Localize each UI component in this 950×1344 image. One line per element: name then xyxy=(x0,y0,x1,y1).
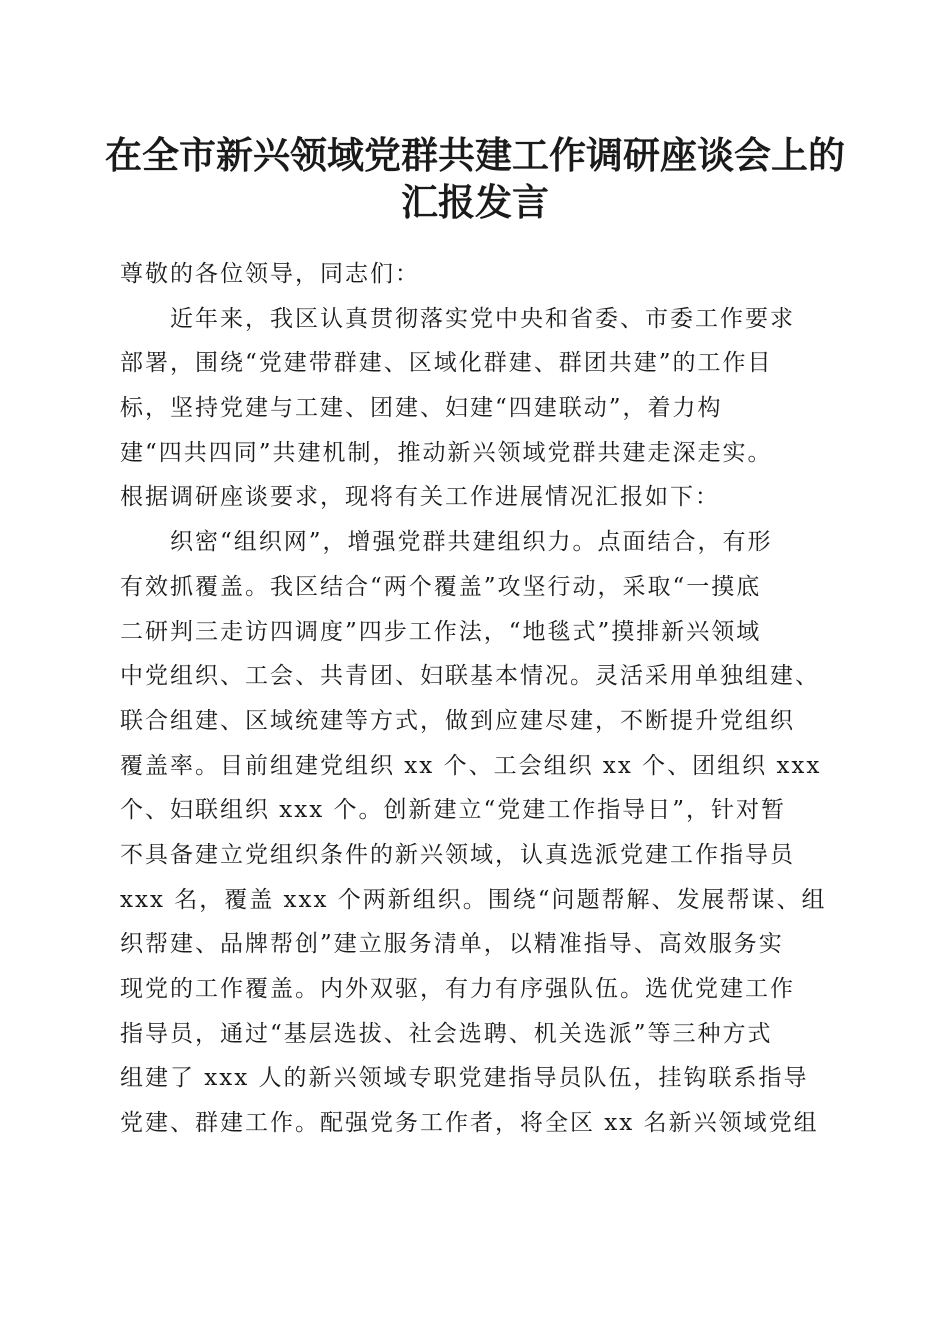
paragraph-2-line: 有效抓覆盖。我区结合“两个覆盖”攻坚行动，采取“一摸底 xyxy=(120,573,762,600)
title-line-1: 在全市新兴领域党群共建工作调研座谈会上的 xyxy=(105,133,845,177)
title-line-2: 汇报发言 xyxy=(401,180,549,224)
paragraph-2-line: 指导员，通过“基层选拔、社会选聘、机关选派”等三种方式 xyxy=(120,1020,773,1047)
paragraph-2-line: 现党的工作覆盖。内外双驱，有力有序强队伍。选优党建工作 xyxy=(120,976,795,1002)
paragraph-2-line: 党建、群建工作。配强党务工作者，将全区 xx 名新兴领域党组 xyxy=(120,1110,819,1137)
paragraph-2-line: 织密“组织网”，增强党群共建组织力。点面结合，有形 xyxy=(170,529,773,556)
paragraph-1-line: 建“四共四同”共建机制，推动新兴领域党群共建走深走实。 xyxy=(120,439,773,466)
paragraph-1-line: 标，坚持党建与工建、团建、妇建“四建联动”，着力构 xyxy=(120,395,723,422)
paragraph-2-line: 组建了 xxx 人的新兴领域专职党建指导员队伍，挂钩联系指导 xyxy=(120,1065,809,1092)
salutation: 尊敬的各位领导，同志们： xyxy=(120,261,420,287)
paragraph-2-line: 中党组织、工会、共青团、妇联基本情况。灵活采用单独组建、 xyxy=(120,663,820,690)
paragraph-2-line: 不具备建立党组织条件的新兴领域，认真选派党建工作指导员 xyxy=(120,841,795,868)
document-body xyxy=(120,252,830,1146)
paragraph-2-line: 联合组建、区域统建等方式，做到应建尽建，不断提升党组织 xyxy=(120,707,795,734)
paragraph-2-line: 覆盖率。目前组建党组织 xx 个、工会组织 xx 个、团组织 xxx xyxy=(120,752,822,779)
paragraph-1-line: 近年来，我区认真贯彻落实党中央和省委、市委工作要求 xyxy=(170,305,795,332)
paragraph-2-line: 二研判三走访四调度”四步工作法，“地毯式”摸排新兴领域 xyxy=(120,618,762,645)
paragraph-2-line: xxx 名，覆盖 xxx 个两新组织。围绕“问题帮解、发展帮谋、组 xyxy=(120,886,827,913)
paragraph-1-line: 根据调研座谈要求，现将有关工作进展情况汇报如下： xyxy=(120,484,720,511)
paragraph-2-line: 织帮建、品牌帮创”建立服务清单，以精准指导、高效服务实 xyxy=(120,931,784,958)
document-title xyxy=(100,132,850,226)
paragraph-2-line: 个、妇联组织 xxx 个。创新建立“党建工作指导日”，针对暂 xyxy=(120,797,787,824)
paragraph-1-line: 部署，围绕“党建带群建、区域化群建、群团共建”的工作目 xyxy=(120,350,773,377)
